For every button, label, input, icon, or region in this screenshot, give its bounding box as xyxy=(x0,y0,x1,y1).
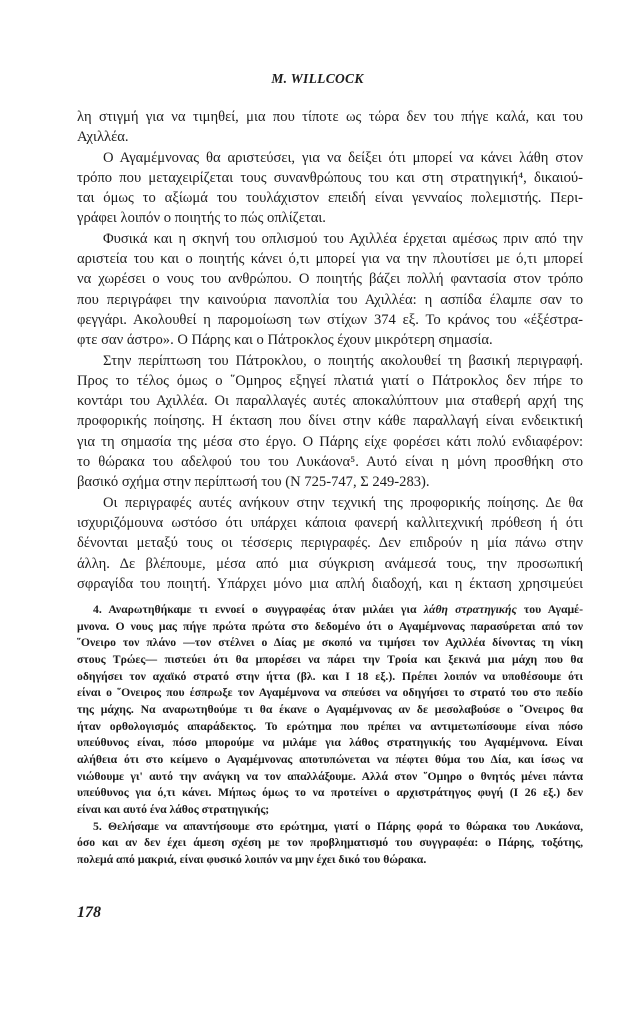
running-header: M. WILLCOCK xyxy=(271,71,364,86)
body-line: σφραγίδα του ποιητή. Υπάρχει μόνο μια απλή διαδοχή, και η έκταση χρησιμεύει xyxy=(77,575,583,592)
body-line: φτε σαν άστρο». Ο Πάρης και ο Πάτροκλος έχουν μικρότερη σημασία. xyxy=(77,332,493,349)
footnote-text: 4. Αναρωτηθήκαμε τι εννοεί ο συγγραφέας όταν μιλάει για xyxy=(93,603,424,616)
body-line: για τη σημασία της μέσα στο έργο. Ο Πάρης είχε φορέσει κάτι πολύ ενδιαφέρον: xyxy=(77,433,583,450)
body-line: το θώρακα του αδελφού του του Λυκάονα⁵. Αυτό είναι η μόνη προσθήκη στο xyxy=(77,454,583,471)
footnote-line: υπεύθυνος για ό,τι κάνει. Μήπως όμως το να προτείνει ο αρχιστράτηγος φυγή (Ι 26 εξ.) δεν xyxy=(77,786,583,800)
footnote-line: όσο και αν δεν έχει άμεση σχέση με τον προβληματισμό του συγγραφέα: ο Πάρης, τοξότης, xyxy=(77,836,583,850)
body-line: βασικό σχήμα στην περίπτωσή του (Ν 725-747, Σ 249-283). xyxy=(77,474,430,491)
footnote-line: νιώθουμε γι' αυτό την ανάγκη να τον απαλλάξουμε. Αλλά στον ῞Ομηρο ο θνητός μένει πάντα xyxy=(77,769,583,783)
footnote-line: ῞Ονειρο τον πλάνο —τον στέλνει ο Δίας με σκοπό να τιμήσει τον Αχιλλέα δίνοντας τη νίκη xyxy=(77,636,583,650)
footnote-line: ήταν ορθολογισμός απαράδεκτος. Το ερώτημα που πρέπει να αντιμετωπίσουμε είναι πόσο xyxy=(77,719,583,733)
footnote-line: της μάχης. Να αναρωτηθούμε τι θα έκανε ο Αγαμέμνονας αν δε μεσολαβούσε ο ῞Ονειρος θα xyxy=(77,702,583,716)
body-line: να χωρέσει ο νους του ανθρώπου. Ο ποιητής βάζει πολλή φαντασία στον τρόπο xyxy=(77,271,583,288)
body-line: κοντάρι του Αχιλλέα. Οι παραλλαγές αυτές αποκαλύπτουν μια σταθερή αρχή της xyxy=(77,393,583,410)
footnote-line: οδηγήσει τον αχαϊκό στρατό στην ήττα (βλ. και Ι 18 εξ.). Πρέπει λοιπόν να υποθέσουμε ότι xyxy=(77,669,583,683)
body-line: Στην περίπτωση του Πάτροκλου, ο ποιητής ακολουθεί τη βασική περιγραφή. xyxy=(103,352,583,369)
footnote-line: 5. Θελήσαμε να απαντήσουμε στο ερώτημα, γιατί ο Πάρης φορά το θώρακα του Λυκάονα, xyxy=(93,819,583,833)
body-line: λη στιγμή για να τιμηθεί, μια που τίποτε ως τώρα δεν του πήγε καλά, και του xyxy=(77,109,583,125)
body-line: Φυσικά και η σκηνή του οπλισμού του Αχιλλέα έρχεται αμέσως πριν από την xyxy=(103,230,583,247)
body-line: τρόπο που μεταχειρίζεται τους συνανθρώπους του και στη στρατηγική⁴, δικαιού- xyxy=(77,169,583,186)
footnote-line: είναι ο ῞Ονειρος που έσπρωξε τον Αγαμέμνονα να σπεύσει να οδηγήσει το στρατό του στο πεδίο xyxy=(77,686,583,700)
body-line: δένονται μεταξύ τους οι τέσσερις περιγραφές. Δεν επιδρούν η μία πάνω στην xyxy=(77,535,583,552)
body-line: Προς το τέλος όμως ο ῞Ομηρος εξηγεί πλατιά γιατί ο Πάτροκλος δεν πήρε το xyxy=(77,372,583,389)
body-line: ισχυριζόμουνα ωστόσο ότι υπάρχει κάποια φανερή καλλιτεχνική πρόθεση ή ότι xyxy=(77,514,583,531)
body-line: άλλη. Δε βλέπουμε, μέσα από μια σύγκριση ανάμεσά τους, την προσωπική xyxy=(77,555,583,572)
body-line: που περιγράφει την καινούρια πανοπλία του Αχιλλέα: η ασπίδα έλαμπε σαν το xyxy=(77,291,583,308)
body-line: φεγγάρι. Ακολουθεί η παρομοίωση των στίχων 374 εξ. Το κράνος του «έξέστρα- xyxy=(77,311,583,328)
body-line: Αχιλλέα. xyxy=(77,129,129,146)
footnote-line: μνονα. Ο νους μας πήγε πρώτα πρώτα στο δεδομένο ότι ο Αγαμέμνονας παρασύρεται από τον xyxy=(77,619,583,633)
footnote-line: στους Τρώες— πιστεύει ότι θα μπορέσει να πάρει την Τροία και ξεκινά μια μάχη που θα xyxy=(77,652,583,666)
page-number: 178 xyxy=(77,904,101,921)
body-line: ται όμως το αξίωμά του τουλάχιστον επειδή είναι γενναίος πολεμιστής. Περι- xyxy=(77,190,583,207)
footnotes xyxy=(77,602,583,869)
main-text xyxy=(77,107,583,594)
body-line: προφορικής ποίησης. Η έκταση που δίνει στην κάθε παραλλαγή είναι ενδεικτική xyxy=(77,413,583,430)
footnote-line: αλήθεια ότι στο κείμενο ο Αγαμέμνονας αποτυπώνεται να πέφτει θύμα του Δία, και ίσως να xyxy=(77,752,583,766)
footnote-italic-text: λάθη στρατηγικής xyxy=(423,603,517,616)
body-line: Οι περιγραφές αυτές ανήκουν στην τεχνική της προφορικής ποίησης. Δε θα xyxy=(103,494,583,511)
footnote-line: υπεύθυνος είναι, πόσο μπορούμε να μιλάμε για λάθος στρατηγικής του Αγαμέμνονα. Είναι xyxy=(77,736,583,750)
footnote-line: είναι και αυτό ένα λάθος στρατηγικής; xyxy=(77,802,270,816)
footnote-text: του Αγαμέ- xyxy=(516,603,583,616)
body-line: γράφει λοιπόν ο ποιητής το πώς οπλίζεται. xyxy=(77,210,326,227)
footnote-line: πολεμά από μακριά, είναι φυσικό λοιπόν να μην έχει δικό του θώρακα. xyxy=(77,852,427,866)
body-line: Ο Αγαμέμνονας θα αριστεύσει, για να δείξει ότι μπορεί να κάνει λάθη στον xyxy=(103,149,583,166)
body-line: αριστεία του και ο ποιητής κάνει ό,τι μπορεί για να την πλουτίσει με ό,τι μπορεί xyxy=(77,251,583,268)
footnote-line xyxy=(77,602,583,619)
